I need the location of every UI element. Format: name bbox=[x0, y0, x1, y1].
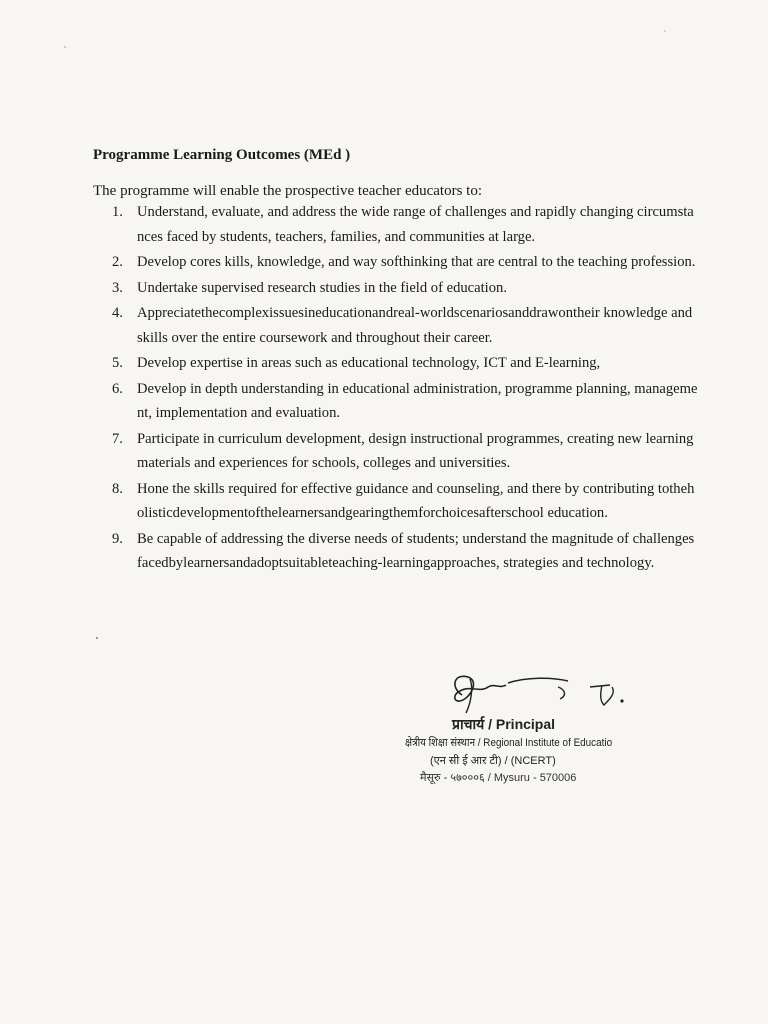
list-item bbox=[108, 527, 698, 576]
list-item bbox=[108, 200, 698, 249]
list-item bbox=[108, 427, 698, 476]
scan-speck bbox=[64, 46, 66, 48]
item-number: 6. bbox=[112, 380, 123, 397]
item-text: Hone the skills required for effective guidance and counseling, and there by contributing totheholisticdevelopmentofthelearnersandgearingthemforchoicesafterschool education. bbox=[137, 480, 695, 521]
intro-text: The programme will enable the prospective teacher educators to: bbox=[93, 183, 483, 199]
item-text: Develop in depth understanding in educational administration, programme planning, management, implementation and evaluation. bbox=[137, 380, 698, 421]
item-number: 5. bbox=[112, 355, 123, 371]
list-item bbox=[108, 276, 698, 301]
list-item bbox=[108, 351, 698, 376]
item-number: 9. bbox=[112, 530, 123, 547]
list-item bbox=[108, 477, 698, 526]
ncert-line: (एन सी ई आर टी) / (NCERT) bbox=[430, 755, 556, 767]
item-text: Develop expertise in areas such as educational technology, ICT and E-learning, bbox=[137, 355, 601, 371]
item-number: 4. bbox=[112, 305, 123, 321]
list-item bbox=[108, 377, 698, 426]
item-number: 2. bbox=[112, 254, 123, 270]
principal-stamp bbox=[400, 665, 640, 795]
item-text: Understand, evaluate, and address the wide range of challenges and rapidly changing circumstances faced by students, teachers, families, and communities at large. bbox=[137, 204, 694, 245]
item-text: Undertake supervised research studies in the field of education. bbox=[137, 279, 507, 296]
institute-name: क्षेत्रीय शिक्षा संस्थान / Regional Institute of Educatio bbox=[405, 737, 613, 749]
list-item bbox=[108, 250, 698, 275]
outcomes-list bbox=[108, 200, 698, 577]
item-text: Participate in curriculum development, design instructional programmes, creating new learning materials and experiences for schools, colleges and universities. bbox=[137, 430, 694, 471]
item-text: Appreciatethecomplexissuesineducationandreal-worldscenariosanddrawontheir knowledge and skills over the entire coursework and throughout their career. bbox=[137, 305, 693, 346]
item-number: 7. bbox=[112, 430, 123, 447]
item-text: Be capable of addressing the diverse needs of students; understand the magnitude of challengesfacedbylearnersandadoptsuitableteaching-learningapproaches, strategies and technology. bbox=[137, 530, 695, 571]
scan-speck bbox=[664, 30, 666, 32]
list-item bbox=[108, 301, 698, 350]
item-text: Develop cores kills, knowledge, and way softhinking that are central to the teaching profession. bbox=[137, 254, 696, 270]
document-heading: Programme Learning Outcomes (MEd ) bbox=[93, 147, 351, 163]
item-number: 1. bbox=[112, 204, 123, 220]
item-number: 8. bbox=[112, 480, 123, 497]
scan-speck bbox=[96, 637, 98, 639]
location-line: मैसूरु - ५७०००६ / Mysuru - 570006 bbox=[420, 772, 577, 784]
item-number: 3. bbox=[112, 279, 123, 296]
signature-image bbox=[440, 665, 640, 717]
principal-title: प्राचार्य / Principal bbox=[452, 716, 556, 732]
